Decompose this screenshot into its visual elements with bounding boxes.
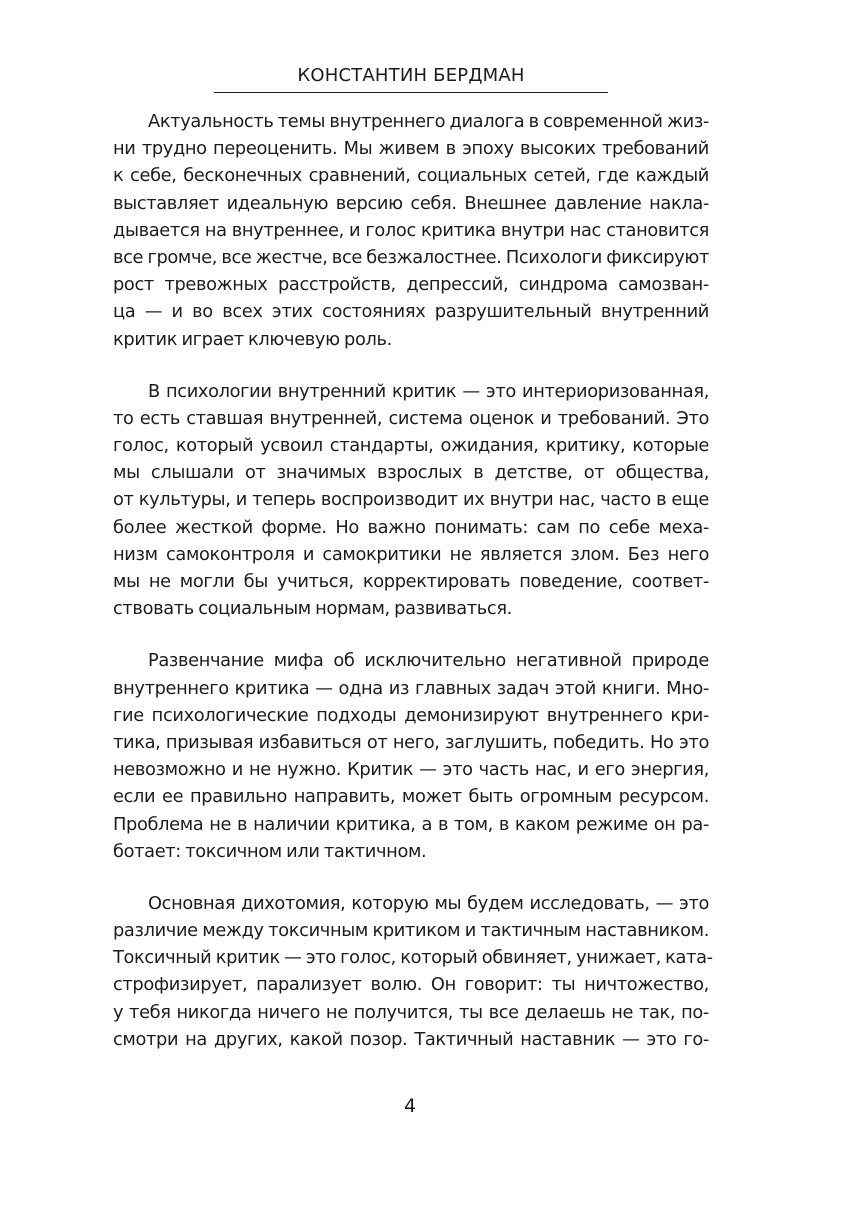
page-number: 4: [403, 1095, 417, 1117]
text-line: строфизирует, парализует волю. Он говорит: ты ничтожество,: [113, 974, 709, 996]
text-line: ни трудно переоценить. Мы живем в эпоху высоких требований: [113, 138, 709, 160]
text-line: мы слышали от значимых взрослых в детстве, от общества,: [113, 462, 709, 484]
text-line: ботает: токсичном или тактичном.: [113, 840, 427, 862]
text-line: рост тревожных расстройств, депрессий, синдрома самозван-: [113, 274, 709, 296]
text-line: голос, который усвоил стандарты, ожидания, критику, которые: [113, 435, 709, 457]
paragraph-2: [113, 378, 709, 623]
text-line: Токсичный критик — это голос, который обвиняет, унижает, ката-: [113, 947, 713, 969]
text-line: Актуальность темы внутреннего диалога в современной жиз-: [148, 111, 709, 132]
body-text: [113, 108, 713, 1078]
text-line: низм самоконтроля и самокритики не является злом. Без него: [113, 543, 709, 565]
text-line: если ее правильно направить, может быть огромным ресурсом.: [113, 786, 709, 808]
text-line: ца — и во всех этих состояниях разрушительный внутренний: [113, 301, 709, 323]
running-head-author: КОНСТАНТИН БЕРДМАН: [214, 64, 608, 93]
text-line: смотри на других, какой позор. Тактичный наставник — это го-: [113, 1028, 709, 1050]
text-line: В психологии внутренний критик — это интериоризованная,: [148, 380, 709, 402]
text-line: выставляет идеальную версию себя. Внешнее давление накла-: [113, 192, 709, 214]
text-line: Проблема не в наличии критика, а в том, в каком режиме он ра-: [113, 813, 709, 835]
paragraph-3: [113, 647, 709, 865]
text-line: от культуры, и теперь воспроизводит их внутри нас, часто в еще: [113, 489, 709, 511]
text-line: дывается на внутреннее, и голос критика внутри нас становится: [113, 219, 709, 241]
text-line: различие между токсичным критиком и тактичным наставником.: [113, 920, 709, 942]
text-line: внутреннего критика — одна из главных задач этой книги. Мно-: [113, 677, 709, 699]
text-line: более жесткой форме. Но важно понимать: сам по себе меха-: [113, 516, 709, 538]
paragraph-1: [113, 108, 709, 353]
text-line: критик играет ключевую роль.: [113, 328, 392, 350]
text-line: у тебя никогда ничего не получится, ты все делаешь не так, по-: [113, 1001, 709, 1023]
text-line: то есть ставшая внутренней, система оценок и требований. Это: [113, 407, 709, 429]
text-line: мы не могли бы учиться, корректировать поведение, соответ-: [113, 571, 709, 592]
text-line: к себе, бесконечных сравнений, социальных сетей, где каждый: [113, 165, 709, 187]
text-line: ствовать социальным нормам, развиваться.: [113, 598, 512, 620]
text-line: Основная дихотомия, которую мы будем исследовать, — это: [148, 892, 709, 914]
text-line: гие психологические подходы демонизируют внутреннего кри-: [113, 704, 709, 726]
paragraph-4: [113, 890, 713, 1053]
text-line: невозможно и не нужно. Критик — это часть нас, и его энергия,: [113, 759, 709, 781]
text-line: тика, призывая избавиться от него, заглушить, победить. Но это: [113, 731, 709, 753]
text-line: Развенчание мифа об исключительно негативной природе: [148, 650, 709, 672]
text-line: все громче, все жестче, все безжалостнее. Психологи фиксируют: [113, 246, 710, 268]
